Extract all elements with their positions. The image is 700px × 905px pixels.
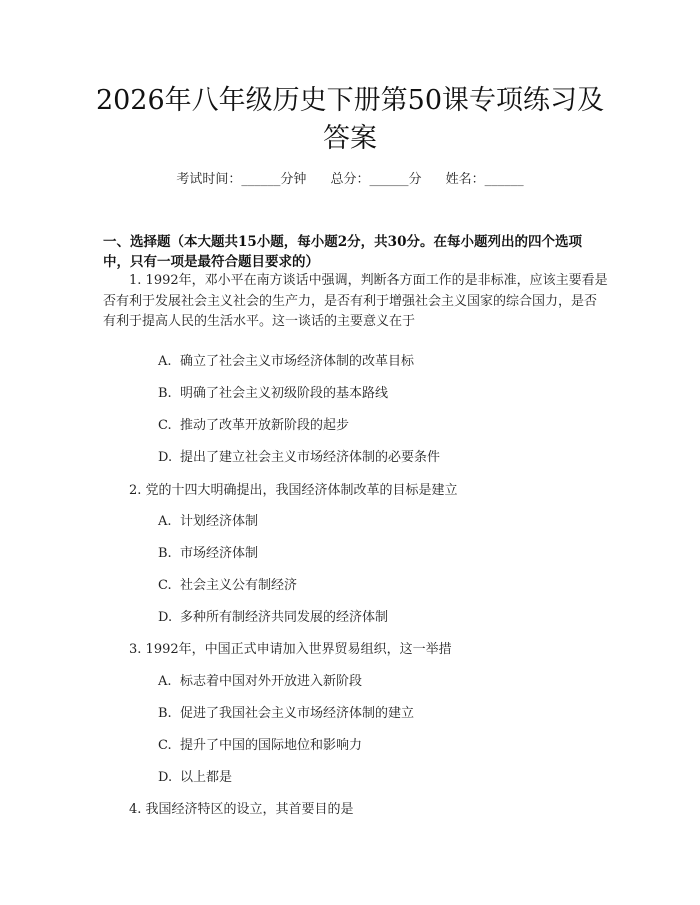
- question-1-option-d[interactable]: [158, 448, 608, 468]
- question-3-option-d[interactable]: [158, 768, 608, 788]
- total-score-field: 总分：______分: [330, 172, 422, 187]
- option-text: 促进了我国社会主义市场经济体制的建立: [180, 706, 415, 721]
- question-1-option-c[interactable]: [158, 416, 608, 436]
- question-3-number: 3.: [129, 642, 142, 657]
- question-3-option-c[interactable]: [158, 736, 608, 756]
- question-4-number: 4.: [129, 802, 142, 817]
- question-2-option-d[interactable]: [158, 608, 608, 628]
- option-letter: B.: [158, 706, 172, 721]
- question-3-stem: [129, 640, 608, 661]
- option-text: 多种所有制经济共同发展的经济体制: [180, 610, 389, 625]
- question-3-option-b[interactable]: [158, 704, 608, 724]
- question-2-text: 党的十四大明确提出，我国经济体制改革的目标是建立: [145, 483, 458, 498]
- question-2-option-a[interactable]: [158, 512, 608, 532]
- question-2-number: 2.: [129, 483, 142, 498]
- option-text: 提升了中国的国际地位和影响力: [180, 738, 363, 753]
- question-4-stem: [129, 800, 608, 821]
- option-text: 社会主义公有制经济: [180, 578, 298, 593]
- exam-time-field: 考试时间：______分钟: [176, 172, 307, 187]
- option-letter: A.: [158, 354, 172, 369]
- option-text: 确立了社会主义市场经济体制的改革目标: [180, 354, 415, 369]
- question-3-option-a[interactable]: [158, 672, 608, 692]
- option-letter: C.: [158, 578, 172, 593]
- option-letter: B.: [158, 546, 172, 561]
- option-text: 计划经济体制: [180, 514, 259, 529]
- option-text: 推动了改革开放新阶段的起步: [180, 418, 350, 433]
- question-3-text: 1992年，中国正式申请加入世界贸易组织，这一举措: [145, 642, 452, 657]
- option-letter: C.: [158, 418, 172, 433]
- student-name-field: 姓名：______: [445, 172, 524, 187]
- option-text: 市场经济体制: [180, 546, 259, 561]
- option-text: 以上都是: [180, 770, 233, 785]
- question-2-option-c[interactable]: [158, 576, 608, 596]
- question-2-stem: [129, 481, 608, 502]
- question-1-option-b[interactable]: [158, 384, 608, 404]
- document-title: 2026年八年级历史下册第50课专项练习及答案: [95, 85, 605, 154]
- question-1-number: 1.: [129, 273, 146, 288]
- option-text: 明确了社会主义初级阶段的基本路线: [180, 386, 389, 401]
- option-letter: D.: [158, 770, 173, 785]
- option-letter: B.: [158, 386, 172, 401]
- option-text: 标志着中国对外开放进入新阶段: [180, 674, 363, 689]
- section-heading: 一、选择题（本大题共15小题，每小题2分，共30分。在每小题列出的四个选项中，只有一项是最符合题目要求的）: [103, 234, 582, 270]
- question-4-text: 我国经济特区的设立，其首要目的是: [145, 802, 354, 817]
- option-text: 提出了建立社会主义市场经济体制的必要条件: [180, 450, 441, 465]
- exam-info-line: [0, 168, 700, 187]
- option-letter: A.: [158, 674, 172, 689]
- option-letter: C.: [158, 738, 172, 753]
- question-1-stem: [103, 271, 608, 333]
- question-1-option-a[interactable]: [158, 352, 608, 372]
- option-letter: D.: [158, 610, 173, 625]
- question-1-text: 1992年，邓小平在南方谈话中强调，判断各方面工作的是非标准，应该主要看是否有利于发展社会主义社会的生产力，是否有利于增强社会主义国家的综合国力，是否有利于提高人民的生活水平。这一谈话的主要意义在于: [103, 273, 608, 329]
- option-letter: A.: [158, 514, 172, 529]
- question-2-option-b[interactable]: [158, 544, 608, 564]
- option-letter: D.: [158, 450, 173, 465]
